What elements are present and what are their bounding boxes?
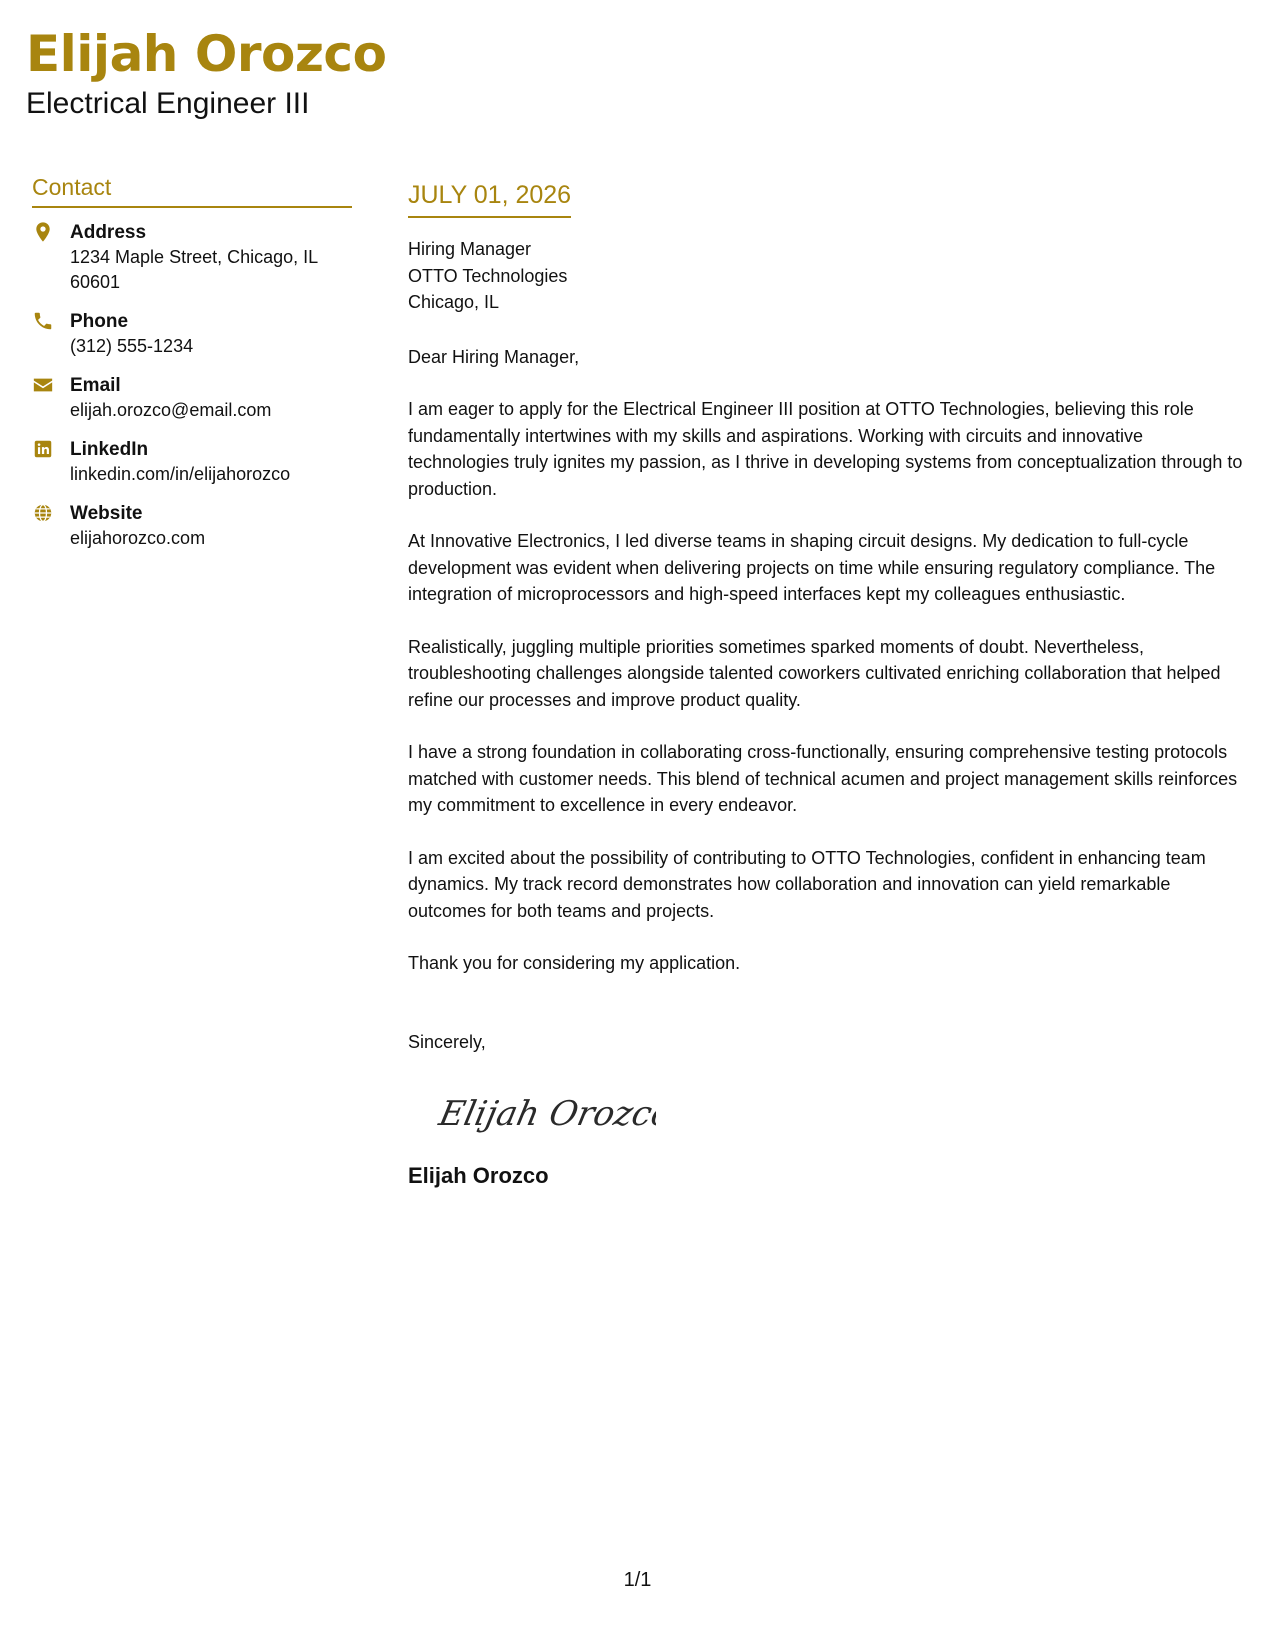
address-label: Address bbox=[70, 222, 147, 243]
letter-body bbox=[408, 178, 1248, 1191]
globe-icon bbox=[32, 502, 54, 524]
map-pin-icon bbox=[32, 221, 54, 243]
phone-icon bbox=[32, 310, 54, 332]
signature-text: Elijah Orozco bbox=[436, 1094, 656, 1134]
paragraph: Thank you for considering my application. bbox=[408, 953, 741, 973]
recipient-line: OTTO Technologies bbox=[408, 265, 568, 286]
closing: Sincerely, bbox=[408, 1031, 486, 1052]
recipient-line: Chicago, IL bbox=[408, 292, 500, 312]
recipient-block bbox=[408, 236, 1248, 316]
recipient-line: Hiring Manager bbox=[408, 239, 532, 259]
contact-sidebar bbox=[32, 172, 352, 565]
paragraph: Realistically, juggling multiple priorities sometimes sparked moments of doubt. Nevertheless, troubleshooting challenges alongside talented coworkers cultivated enriching collaboration that helped refine our processes and improve product quality. bbox=[408, 636, 1221, 710]
contact-email bbox=[32, 373, 352, 423]
letter-header bbox=[26, 22, 386, 122]
email-value: elijah.orozco@email.com bbox=[70, 400, 272, 420]
phone-value: (312) 555-1234 bbox=[70, 336, 194, 356]
contact-address bbox=[32, 220, 352, 295]
linkedin-label: LinkedIn bbox=[70, 439, 149, 460]
salutation: Dear Hiring Manager, bbox=[408, 346, 580, 367]
address-line-2: 60601 bbox=[70, 272, 121, 292]
envelope-icon bbox=[32, 374, 54, 396]
applicant-name: Elijah Orozco bbox=[26, 25, 387, 83]
email-label: Email bbox=[70, 375, 121, 396]
contact-website bbox=[32, 501, 352, 551]
paragraph: I am eager to apply for the Electrical Engineer III position at OTTO Technologies, believing this role fundamentally intertwines with my skills and aspirations. Working with circuits and innovative technologies truly ignites my passion, as I thrive in developing systems from conceptualization through to production. bbox=[408, 399, 1243, 499]
letter-date: JULY 01, 2026 bbox=[408, 178, 571, 218]
signer-name: Elijah Orozco bbox=[408, 1163, 549, 1188]
website-value: elijahorozco.com bbox=[70, 528, 206, 548]
contact-linkedin bbox=[32, 437, 352, 487]
paragraph: I am excited about the possibility of contributing to OTTO Technologies, confident in enhancing team dynamics. My track record demonstrates how collaboration and innovation can yield remarkable outcomes for both teams and projects. bbox=[408, 847, 1206, 921]
contact-heading: Contact bbox=[32, 172, 352, 208]
paragraph: I have a strong foundation in collaborating cross-functionally, ensuring comprehensive testing protocols matched with customer needs. This blend of technical acumen and project management skills reinforces my commitment to excellence in every endeavor. bbox=[408, 742, 1238, 815]
phone-label: Phone bbox=[70, 311, 129, 332]
paragraph: At Innovative Electronics, I led diverse teams in shaping circuit designs. My dedication to full-cycle development was evident when delivering projects on time while ensuring regulatory compliance. The integration of microprocessors and high-speed interfaces kept my colleagues enthusiastic. bbox=[408, 531, 1216, 604]
address-line-1: 1234 Maple Street, Chicago, IL bbox=[70, 247, 319, 267]
linkedin-icon bbox=[32, 438, 54, 460]
website-label: Website bbox=[70, 503, 143, 524]
page-number: 1/1 bbox=[623, 1569, 652, 1591]
contact-phone bbox=[32, 309, 352, 359]
applicant-title: Electrical Engineer III bbox=[26, 87, 310, 120]
signature-image bbox=[436, 1085, 1248, 1141]
linkedin-value: linkedin.com/in/elijahorozco bbox=[70, 464, 291, 484]
